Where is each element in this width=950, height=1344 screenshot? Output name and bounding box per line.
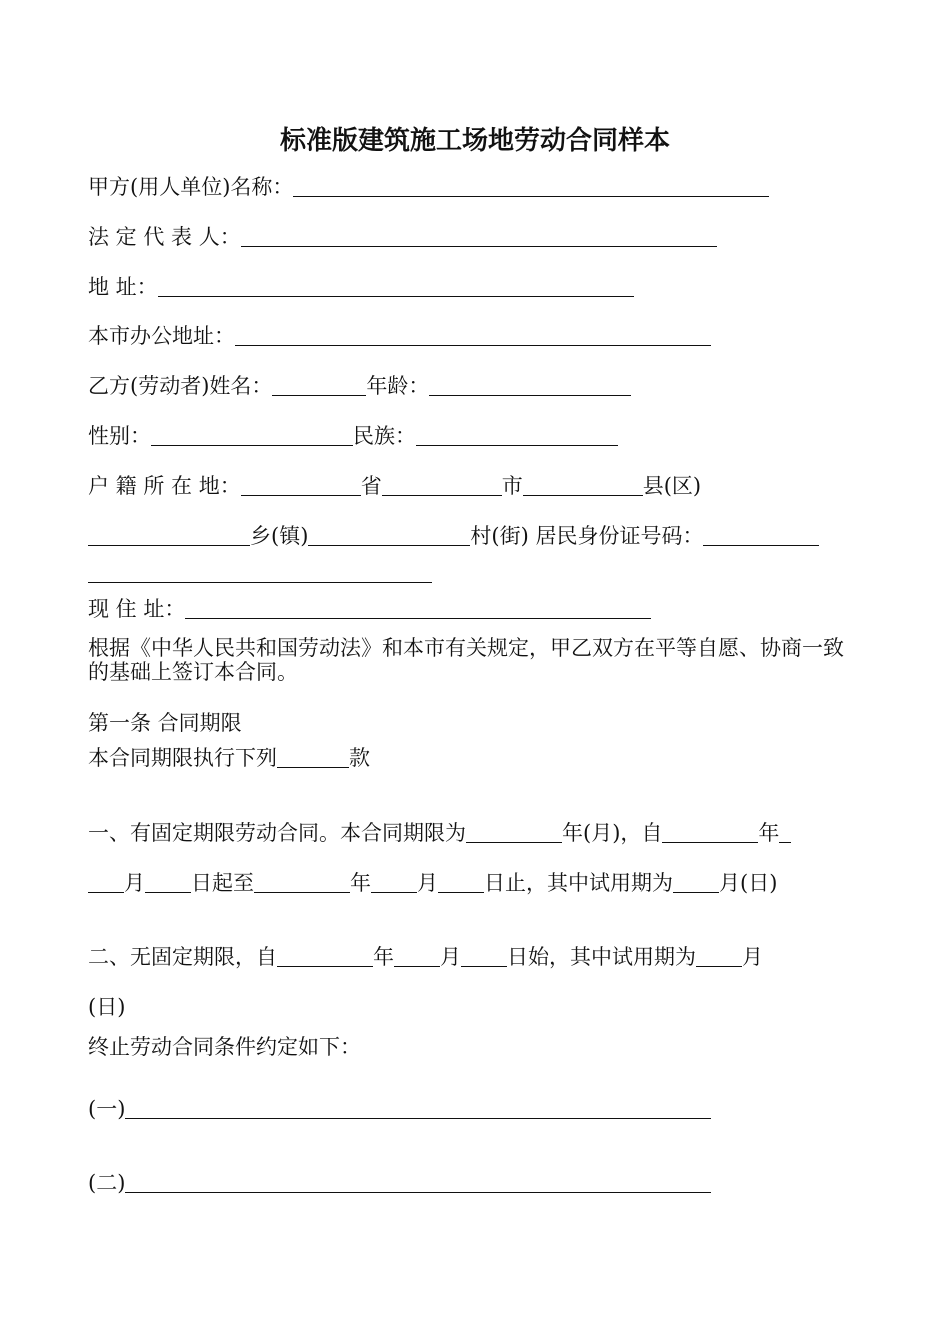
office-address-blank[interactable] [235,325,711,346]
town-id-line [88,523,819,549]
month-day-label: 月(日) [719,871,778,895]
province-blank[interactable] [241,475,361,496]
party-a-name-blank[interactable] [293,176,769,197]
id-number-continuation [88,560,432,586]
exec-suffix: 款 [349,746,370,770]
start-month-blank-a[interactable] [779,822,791,843]
article1-heading: 第一条 合同期限 [88,711,242,735]
town-blank[interactable] [88,525,250,546]
open-day-blank[interactable] [461,946,507,967]
end-month-label: 月 [417,871,438,895]
address-blank[interactable] [158,276,634,297]
province-label: 省 [360,474,382,498]
village-blank[interactable] [308,525,470,546]
start-day-blank[interactable] [145,872,191,893]
city-blank[interactable] [382,475,502,496]
id-number-blank-2[interactable] [88,562,432,583]
open-year-label: 年 [373,945,394,969]
open-month-label: 月 [440,945,461,969]
exec-clause-blank[interactable] [277,747,349,768]
current-address-blank[interactable] [185,598,651,619]
open-trial-month-label: 月 [742,945,763,969]
exec-prefix: 本合同期限执行下列 [88,746,277,770]
county-blank[interactable] [523,475,643,496]
start-trial-label: 日始，其中试用期为 [507,945,696,969]
start-year-label: 年 [758,821,780,845]
fixed-term-line-1 [88,820,791,846]
end-day-blank[interactable] [438,872,484,893]
end-month-blank[interactable] [371,872,417,893]
gender-blank[interactable] [151,425,353,446]
age-blank[interactable] [429,375,631,396]
party-a-name-label: 甲方(用人单位)名称： [88,175,294,199]
gender-label: 性别： [88,424,151,448]
hukou-line [88,473,701,499]
open-trial-blank[interactable] [696,946,742,967]
open-term-line [88,944,763,970]
fixed-term-prefix: 一、有固定期限劳动合同。本合同期限为 [88,821,466,845]
party-a-name-line [88,174,769,200]
village-label: 村(街) [470,524,529,548]
term-length-blank[interactable] [466,822,562,843]
from-to-label: 日起至 [191,871,254,895]
exec-clause-line [88,745,370,771]
item-2-blank[interactable] [125,1172,711,1193]
ethnic-blank[interactable] [416,425,618,446]
party-b-name-blank[interactable] [272,375,366,396]
open-year-blank[interactable] [277,946,373,967]
start-year-blank[interactable] [662,822,758,843]
county-label: 县(区) [642,474,702,498]
fixed-term-line-2 [88,870,777,896]
age-label: 年龄： [366,374,430,398]
id-number-label: 居民身份证号码： [528,524,704,548]
address-label: 地 址： [88,275,158,299]
end-trial-label: 日止，其中试用期为 [484,871,673,895]
city-label: 市 [501,474,523,498]
end-year-label: 年 [350,871,371,895]
intro-paragraph: 根据《中华人民共和国劳动法》和本市有关规定，甲乙双方在平等自愿、协商一致的基础上签订本合同。 [88,636,844,684]
party-b-name-line [88,373,631,399]
address-line [88,274,634,300]
legal-rep-label: 法 定 代 表 人： [88,225,241,249]
open-term-day-line: (日) [88,995,126,1019]
office-address-line [88,323,711,349]
legal-rep-blank[interactable] [241,226,717,247]
hukou-label: 户 籍 所 在 地： [88,474,241,498]
office-address-label: 本市办公地址： [88,324,235,348]
start-month-blank-b[interactable] [88,872,124,893]
end-year-blank[interactable] [254,872,350,893]
item-1-label: (一) [88,1097,126,1121]
termination-heading: 终止劳动合同条件约定如下： [88,1035,361,1059]
gender-line [88,423,618,449]
open-month-blank[interactable] [394,946,440,967]
start-month-label: 月 [124,871,145,895]
ethnic-label: 民族： [353,424,416,448]
year-month-label: 年(月)，自 [562,821,663,845]
id-number-blank[interactable] [703,525,819,546]
legal-rep-line [88,224,717,250]
trial-blank[interactable] [673,872,719,893]
party-b-name-label: 乙方(劳动者)姓名： [88,374,273,398]
termination-item-2 [88,1170,711,1196]
current-address-label: 现 住 址： [88,597,186,621]
item-1-blank[interactable] [125,1098,711,1119]
item-2-label: (二) [88,1171,126,1195]
town-label: 乡(镇) [250,524,309,548]
termination-item-1 [88,1096,711,1122]
current-address-line [88,596,651,622]
open-term-prefix: 二、无固定期限，自 [88,945,277,969]
document-title: 标准版建筑施工场地劳动合同样本 [279,126,670,156]
